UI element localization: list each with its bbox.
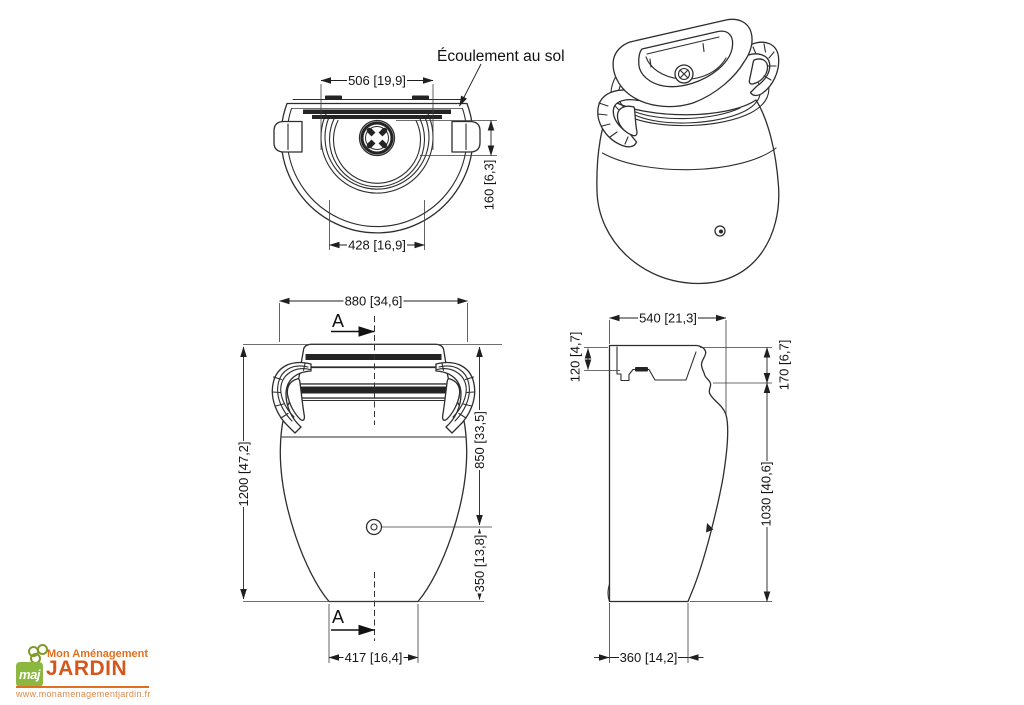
drain-leader-arrow — [460, 64, 482, 106]
perspective-handle-right — [749, 42, 779, 95]
dim-overall-height — [236, 441, 251, 507]
svg-text:170 [6,7]: 170 [6,7] — [776, 339, 792, 391]
front-body — [280, 398, 466, 602]
top-view-clip-left — [325, 96, 342, 101]
top-view-body — [274, 96, 480, 233]
dim-overall-width: 880 [34,6] — [344, 293, 403, 309]
logo-website: www.monamenagementjardin.fr — [16, 689, 151, 699]
section-marker-top — [331, 311, 375, 332]
side-view — [568, 311, 792, 666]
dim-rim-width: 506 [19,9] — [348, 73, 406, 88]
dim-bowl-depth — [568, 332, 583, 383]
svg-text:1200 [47,2]: 1200 [47,2] — [236, 441, 251, 507]
logo-brand: JARDIN — [46, 657, 128, 680]
perspective-tap — [715, 226, 725, 236]
svg-text:1030 [40,6]: 1030 [40,6] — [758, 461, 774, 527]
top-view-handle-left — [274, 122, 302, 153]
dim-overall-depth: 540 [21,3] — [639, 310, 697, 326]
svg-text:850 [33,5]: 850 [33,5] — [472, 411, 487, 469]
front-neck — [298, 368, 450, 385]
front-tap — [367, 520, 382, 535]
perspective-planter-ring — [613, 19, 752, 106]
dim-base-width: 417 [16,4] — [344, 650, 403, 665]
top-view — [274, 48, 565, 253]
svg-text:160 [6,3]: 160 [6,3] — [481, 159, 497, 211]
top-view-clip-right — [412, 96, 429, 101]
logo-tagline: Mon Aménagement — [47, 648, 149, 660]
top-view-drain-cap — [360, 121, 395, 156]
dim-top-to-tap — [472, 410, 487, 470]
side-view-body — [608, 346, 728, 602]
svg-text:A: A — [331, 311, 345, 331]
svg-text:350 [13,8]: 350 [13,8] — [472, 534, 487, 593]
dim-base-depth: 360 [14,2] — [619, 650, 678, 665]
perspective-view — [597, 19, 779, 283]
side-profile — [610, 346, 728, 602]
drain-label: Écoulement au sol — [437, 48, 565, 65]
front-view — [236, 294, 502, 666]
top-view-bowl-edge — [312, 115, 442, 119]
logo-divider — [16, 686, 149, 688]
dim-cap-diameter — [482, 160, 497, 211]
dim-tap-to-ground — [472, 534, 487, 594]
logo-monogram: maj — [16, 662, 43, 687]
svg-text:120 [4,7]: 120 [4,7] — [567, 331, 583, 383]
brand-logo — [14, 644, 154, 702]
dim-lid-height — [777, 340, 792, 391]
svg-text:A: A — [331, 607, 345, 627]
front-view-body — [272, 316, 474, 641]
top-view-handle-right — [452, 122, 480, 153]
section-marker-bottom — [331, 607, 375, 630]
perspective-drain-fitting — [675, 65, 693, 83]
dim-body-height — [759, 461, 774, 527]
dim-bowl-width: 428 [16,9] — [348, 237, 406, 253]
top-view-collar-edge — [303, 110, 451, 115]
